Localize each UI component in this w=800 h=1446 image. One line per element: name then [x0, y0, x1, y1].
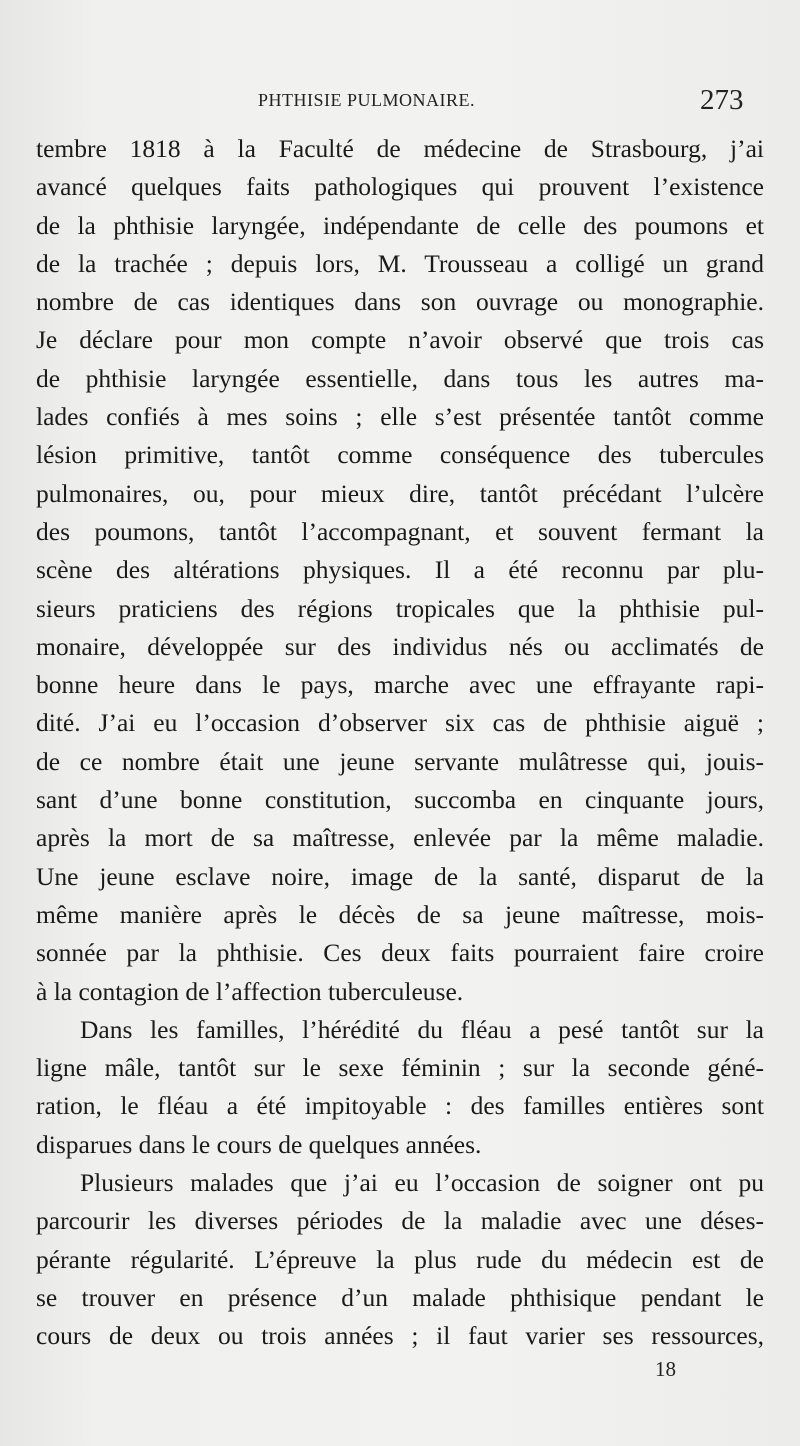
text-line: des poumons, tantôt l’accompagnant, et souvent fermant la: [36, 516, 764, 546]
text-line: se trouver en présence d’un malade phthisique pendant le: [36, 1282, 764, 1312]
paragraph-first-line: Dans les familles, l’hérédité du fléau a pesé tantôt sur la: [80, 1014, 764, 1044]
text-line: de la phthisie laryngée, indépendante de celle des poumons et: [36, 210, 764, 240]
running-title: PHTHISIE PULMONAIRE.: [258, 90, 475, 110]
text-line: pérante régularité. L’épreuve la plus rude du médecin est de: [36, 1244, 764, 1274]
text-line: tembre 1818 à la Faculté de médecine de Strasbourg, j’ai: [36, 134, 764, 163]
text-line: scène des altérations physiques. Il a été reconnu par plu-: [36, 555, 764, 585]
body-text: [36, 130, 764, 1356]
text-line: bonne heure dans le pays, marche avec une effrayante rapi-: [36, 670, 764, 700]
text-line: lades confiés à mes soins ; elle s’est présentée tantôt comme: [36, 402, 764, 432]
text-line: lésion primitive, tantôt comme conséquence des tubercules: [36, 440, 764, 470]
page-number: 273: [700, 84, 744, 116]
paragraph-first-line: Plusieurs malades que j’ai eu l’occasion de soigner ont pu: [80, 1168, 764, 1198]
text-line: après la mort de sa maîtresse, enlevée par la même maladie.: [36, 823, 764, 853]
text-line: pulmonaires, ou, pour mieux dire, tantôt précédant l’ulcère: [36, 478, 764, 508]
text-line: ration, le fléau a été impitoyable : des familles entières sont: [36, 1091, 764, 1121]
text-line: même manière après le décès de sa jeune maîtresse, mois-: [36, 899, 764, 929]
text-line: parcourir les diverses périodes de la maladie avec une déses-: [36, 1206, 764, 1236]
text-line: Je déclare pour mon compte n’avoir observé que trois cas: [36, 325, 764, 355]
text-line: dité. J’ai eu l’occasion d’observer six cas de phthisie aiguë ;: [36, 708, 764, 738]
signature-mark: 18: [655, 1357, 676, 1381]
text-line: de phthisie laryngée essentielle, dans tous les autres ma-: [36, 363, 764, 393]
text-line: cours de deux ou trois années ; il faut varier ses ressources,: [36, 1321, 764, 1351]
paragraph-last-line: disparues dans le cours de quelques années.: [36, 1129, 482, 1159]
text-line: nombre de cas identiques dans son ouvrage ou monographie.: [36, 287, 764, 317]
text-line: sonnée par la phthisie. Ces deux faits pourraient faire croire: [36, 938, 764, 968]
paragraph-last-line: à la contagion de l’affection tuberculeuse.: [36, 976, 464, 1006]
text-line: sieurs praticiens des régions tropicales que la phthisie pul-: [36, 593, 764, 623]
text-line: avancé quelques faits pathologiques qui prouvent l’existence: [36, 172, 764, 202]
text-line: sant d’une bonne constitution, succomba en cinquante jours,: [36, 785, 764, 815]
text-line: monaire, développée sur des individus nés ou acclimatés de: [36, 631, 764, 661]
text-line: de la trachée ; depuis lors, M. Trousseau a colligé un grand: [36, 248, 764, 278]
text-line: ligne mâle, tantôt sur le sexe féminin ; sur la seconde géné-: [36, 1053, 764, 1083]
text-line: de ce nombre était une jeune servante mulâtresse qui, jouis-: [36, 746, 764, 776]
text-line: Une jeune esclave noire, image de la santé, disparut de la: [36, 861, 764, 891]
